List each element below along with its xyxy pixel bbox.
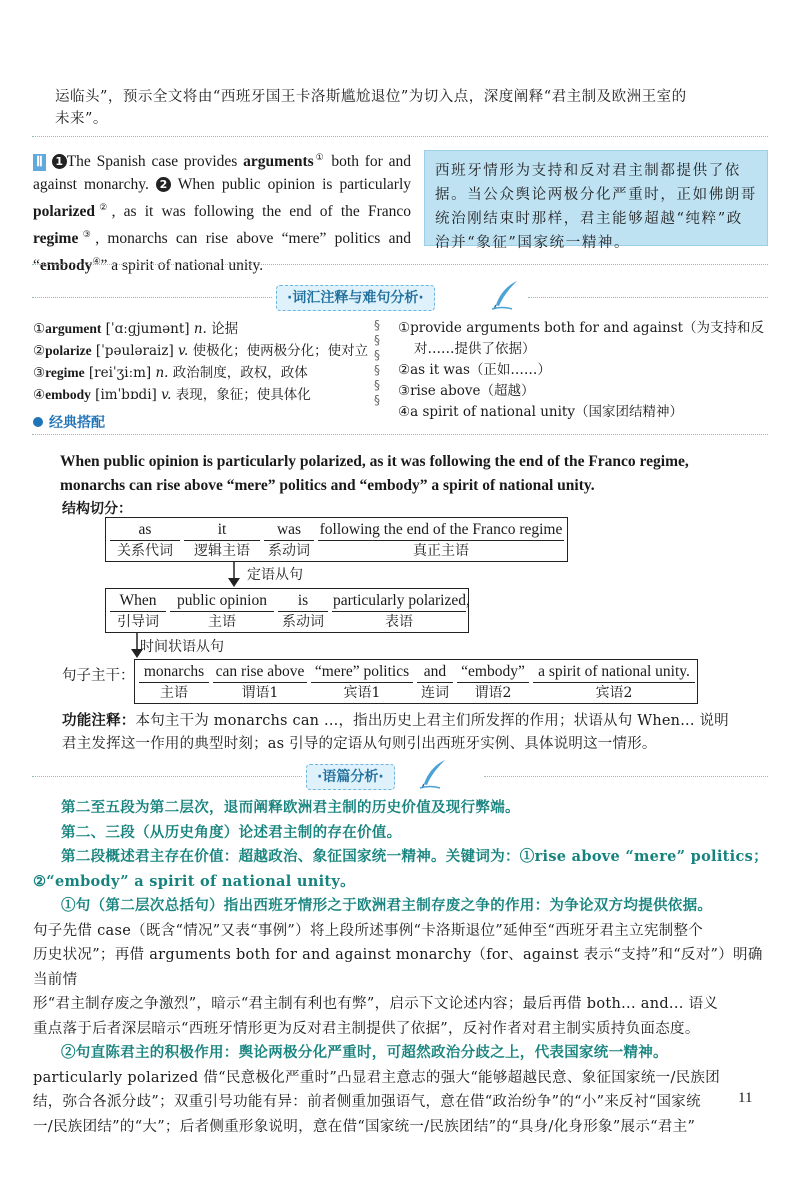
clause-unit: is 系动词	[278, 591, 328, 632]
section-header-vocab	[32, 285, 768, 309]
clause-unit: “embody” 谓语2	[457, 662, 529, 703]
section-tag: Ⅱ	[33, 154, 46, 171]
clause-box-time	[105, 588, 469, 633]
clause-unit: monarchs 主语	[139, 662, 209, 703]
clause-unit: particularly polarized, 表语	[333, 592, 470, 630]
hard-sentence: When public opinion is particularly polarized, as it was following the end of the Franco regime, monarchs can rise above “mere” politics and “embody” a spirit of national unity.	[60, 453, 689, 494]
clause-box-main	[134, 659, 698, 704]
clause-unit: following the end of the Franco regime 真正主语	[319, 521, 563, 559]
structure-title: 结构切分：	[62, 501, 132, 517]
translation-box: 西班牙情形为支持和反对君主制都提供了依据。当公众舆论两极分化严重时，正如佛朗哥统治刚结束时那样，君主能够超越“纯粹”政治并“象征”国家统一精神。	[424, 150, 768, 246]
wavy-divider: § § § § § §	[374, 318, 380, 407]
divider	[32, 264, 768, 265]
bullet-icon	[33, 417, 43, 427]
vocab-item: ①argument [ˈɑːɡjumənt] n. 论据	[33, 321, 239, 337]
quill-icon	[490, 279, 520, 311]
section-title: ·语篇分析·	[306, 764, 395, 790]
clause-unit: “mere” politics 宾语1	[311, 662, 413, 703]
clause-unit: and 连词	[417, 662, 453, 703]
section-header-discourse	[32, 764, 768, 788]
vocab-item: ②polarize [ˈpəuləraiz] v. 使极化；使两极分化；使对立	[33, 343, 369, 359]
clause-unit: was 系动词	[264, 520, 314, 561]
passage-paragraph: Ⅱ 1 The Spanish case provides arguments① both for and against monarchy. 2 When public opinion is particularly polarized②, as it was following the end of the Franco regime③, monarchs can rise above “mere” politics and “embody④” a spirit of national unity.	[33, 152, 412, 275]
arrow-down-icon	[227, 562, 241, 588]
clause-unit: public opinion 主语	[170, 591, 274, 632]
phrase-list: ①provide arguments both for and against（为支持和反 对……提供了依据） ②as it was（正如……） ③rise above（超越） ④a spirit of national unity（国家团结精神）	[398, 320, 764, 420]
time-clause-label: 时间状语从句	[140, 639, 224, 655]
vocab-list	[33, 318, 373, 406]
section-title: ·词汇注释与难句分析·	[276, 285, 435, 311]
clause-unit: it 逻辑主语	[184, 520, 260, 561]
main-clause-label: 句子主干：	[62, 668, 135, 684]
quill-icon	[418, 758, 448, 790]
intro-text: 运临头”，预示全文将由“西班牙国王卡洛斯尴尬退位”为切入点，深度阐释“君主制及欧洲王室的 未来”。	[55, 89, 687, 127]
clause-box-relative	[105, 517, 568, 562]
collocation-heading: 经典搭配	[33, 412, 105, 432]
clause-unit: as 关系代词	[110, 520, 180, 561]
clause-unit: When 引导词	[110, 591, 166, 632]
clause-unit: a spirit of national unity. 宾语2	[533, 662, 695, 703]
vocab-item: ③regime [reiˈʒiːm] n. 政治制度，政权，政体	[33, 365, 308, 381]
relative-clause-label: 定语从句	[247, 567, 303, 583]
sentence-number: 1	[52, 154, 67, 169]
divider	[32, 434, 768, 435]
page-number: 11	[738, 1090, 753, 1106]
divider	[32, 136, 768, 137]
sentence-number: 2	[156, 177, 171, 192]
clause-unit: can rise above 谓语1	[213, 662, 307, 703]
function-note: 功能注释：本句主干为 monarchs can ...，指出历史上君主们所发挥的作用；状语从句 When... 说明 君主发挥这一作用的典型时刻；as 引导的定语从句则引出西班牙实例、具体说明这一情形。	[62, 713, 729, 752]
vocab-item: ④embody [imˈbɒdi] v. 表现，象征；使具体化	[33, 387, 311, 403]
discourse-analysis: 第二至五段为第二层次，退而阐释欧洲君主制的历史价值及现行弊端。 第二、三段（从历史角度）论述君主制的存在价值。 第二段概述君主存在价值：超越政治、象征国家统一精神。关键词为：①rise above “mere” politics； ②“embody” a spirit of national unity。 ①句（第二层次总括句）指出西班牙情形之于欧洲君主制存废之争的作用：为争论双方均提供依据。 句子先借 case（既含“情况”又表“事例”）将上段所述事例“卡洛斯退位”延伸至“西班牙君主立宪制整个 历史状况”；再借 arguments both for and against monarchy（for、against 表示“支持”和“反对”）明确当前情 形“君主制存废之争激烈”，暗示“君主制有利也有弊”，启示下文论述内容；最后再借 both... and... 语义 重点落于后者深层暗示“西班牙情形更为反对君主制提供了依据”，反衬作者对君主制实质持负面态度。 ②句直陈君主的积极作用：舆论两极分化严重时，可超然政治分歧之上，代表国家统一精神。 particularly polarized 借“民意极化严重时”凸显君主意志的强大“能够超越民意、象征国家统一/民族团 结，弥合各派分歧”；双重引号功能有异：前者侧重加强语气，意在借“政治纷争”的“小”来反衬“国家统 一/民族团结”的“大”；后者侧重形象说明，意在借“国家统一/民族团结”的“具身/化身形象”展示“君主”	[33, 799, 768, 1135]
